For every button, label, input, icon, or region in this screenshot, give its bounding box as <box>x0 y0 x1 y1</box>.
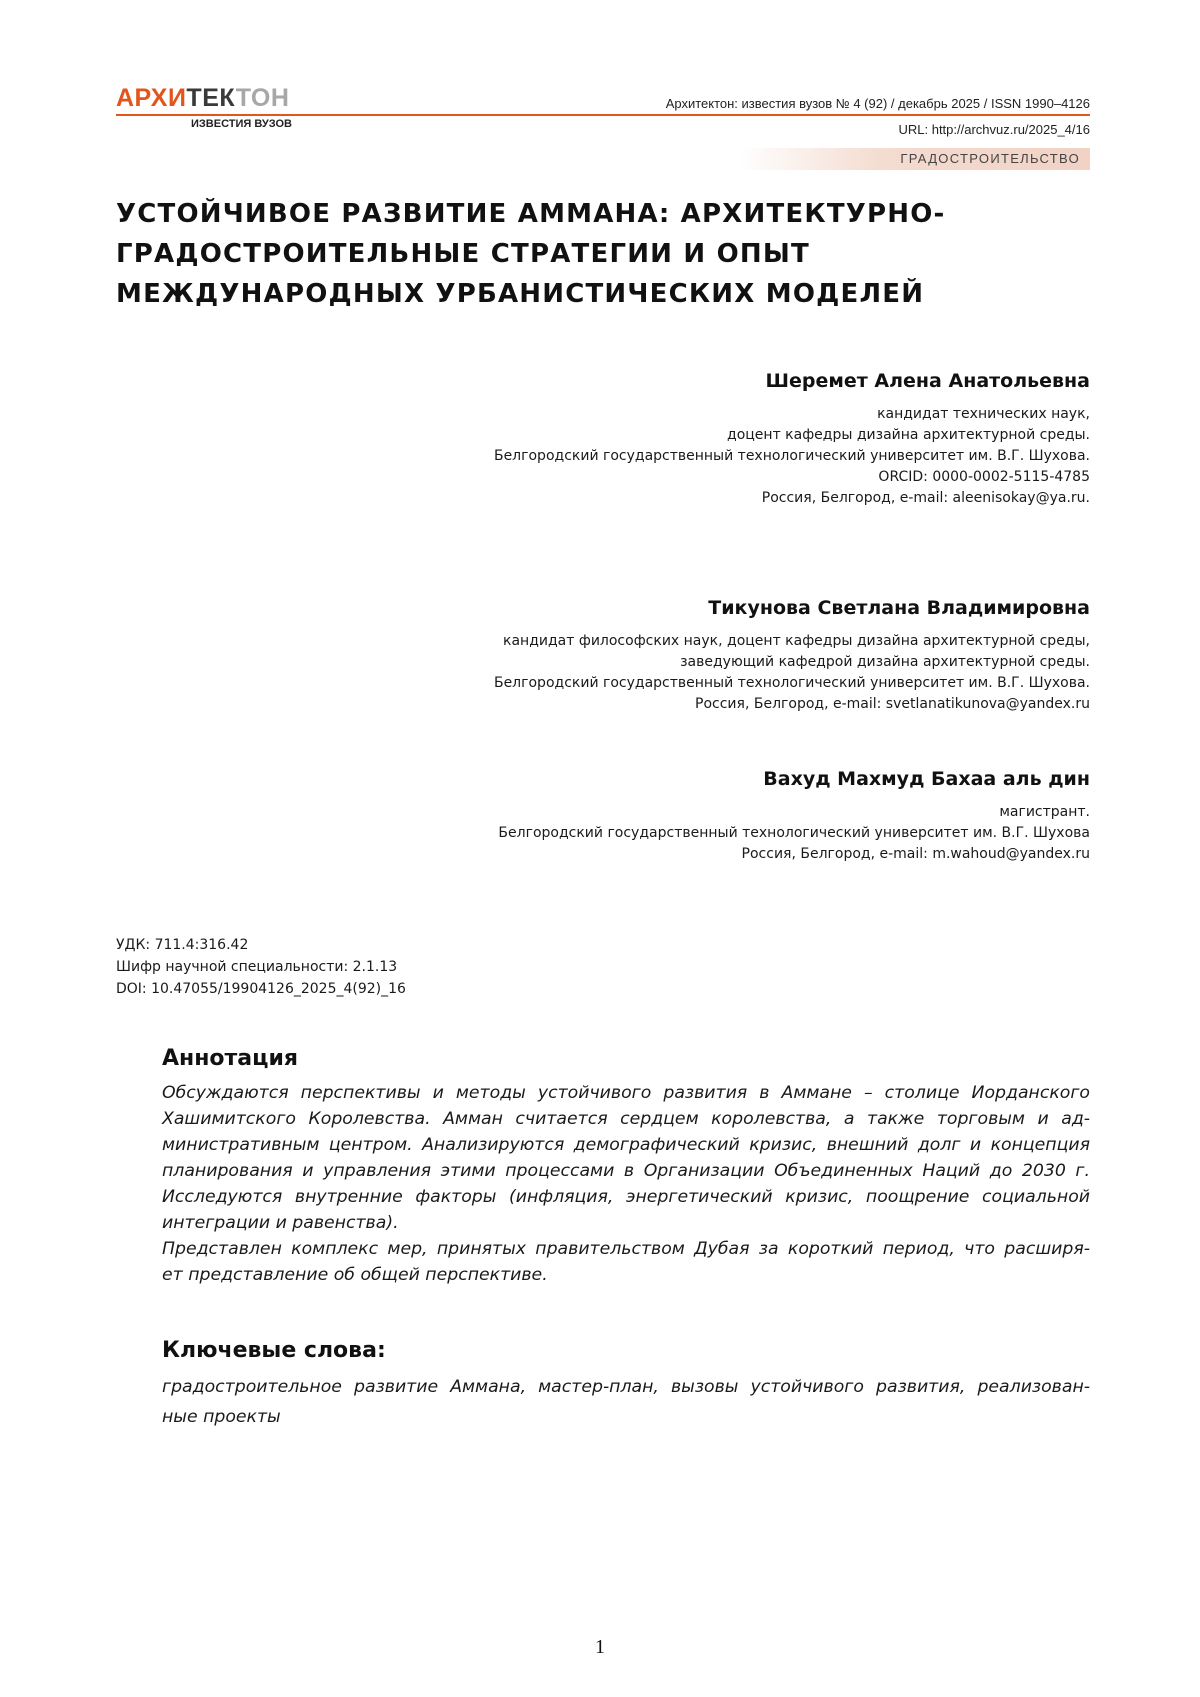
udc-code: УДК: 711.4:316.42 <box>116 937 249 953</box>
logo-subtitle: ИЗВЕСТИЯ ВУЗОВ <box>191 118 292 130</box>
doi: DOI: 10.47055/19904126_2025_4(92)_16 <box>116 981 406 997</box>
abstract-line: Исследуются внутренние факторы (инфляция, энергетический кризис, поощрение социальной <box>162 1187 1090 1207</box>
author-info-line: кандидат философских наук, доцент кафедры дизайна архитектурной среды, <box>503 633 1090 649</box>
logo-wordmark: АРХИТЕКТОН <box>116 84 290 112</box>
author-email-line: Россия, Белгород, e-mail: aleenisokay@ya.ru. <box>761 490 1090 506</box>
keywords-text <box>162 1372 1090 1432</box>
abstract-line: Обсуждаются перспективы и методы устойчивого развития в Аммане – столице Иорданского <box>162 1083 1090 1103</box>
author-info-line: магистрант. <box>999 804 1090 820</box>
author-info-line: доцент кафедры дизайна архитектурной среды. <box>727 427 1090 443</box>
article-metadata <box>116 934 406 1000</box>
author-block-1 <box>494 368 1090 509</box>
abstract-line: планирования и управления этими процессами в Организации Объединенных Наций до 2030 г. <box>162 1161 1090 1181</box>
page-number: 1 <box>595 1636 605 1658</box>
abstract-text <box>162 1080 1090 1288</box>
title-line: ГРАДОСТРОИТЕЛЬНЫЕ СТРАТЕГИИ И ОПЫТ <box>116 239 810 269</box>
author-block-3 <box>498 766 1090 865</box>
author-info-line: Белгородский государственный технологический университет им. В.Г. Шухова. <box>493 675 1090 691</box>
abstract-line: Хашимитского Королевства. Амман считается сердцем королевства, а также торговым и ад- <box>162 1109 1090 1129</box>
abstract-heading: Аннотация <box>162 1046 298 1071</box>
author-info-line: Белгородский государственный технологический университет им. В.Г. Шухова. <box>493 448 1090 464</box>
abstract-line: ет представление об общей перспективе. <box>162 1265 548 1285</box>
journal-logo <box>116 84 292 130</box>
abstract-line: министративным центром. Анализируются демографический кризис, внешний долг и концепция <box>162 1135 1090 1155</box>
keywords-line: ные проекты <box>162 1407 281 1427</box>
abstract-line: Представлен комплекс мер, принятых правительством Дубая за короткий период, что расширя- <box>162 1239 1090 1259</box>
author-name: Вахуд Махмуд Бахаа аль дин <box>763 768 1090 790</box>
specialty-code: Шифр научной специальности: 2.1.13 <box>116 959 398 975</box>
abstract-line: интеграции и равенства). <box>162 1213 399 1233</box>
journal-citation: Архитектон: известия вузов № 4 (92) / декабрь 2025 / ISSN 1990–4126 <box>665 96 1090 111</box>
author-info-line: кандидат технических наук, <box>877 406 1090 422</box>
author-info-line: Белгородский государственный технологический университет им. В.Г. Шухова <box>498 825 1090 841</box>
author-name: Тикунова Светлана Владимировна <box>708 597 1090 619</box>
header-divider <box>116 114 1090 116</box>
author-email-line: Россия, Белгород, e-mail: svetlanatikunova@yandex.ru <box>695 696 1090 712</box>
author-info-line: ORCID: 0000-0002-5115-4785 <box>878 469 1090 485</box>
author-name: Шеремет Алена Анатольевна <box>765 370 1090 392</box>
keywords-heading: Ключевые слова: <box>162 1338 386 1363</box>
title-line: УСТОЙЧИВОЕ РАЗВИТИЕ АММАНА: АРХИТЕКТУРНО- <box>116 199 946 229</box>
title-line: МЕЖДУНАРОДНЫХ УРБАНИСТИЧЕСКИХ МОДЕЛЕЙ <box>116 279 925 309</box>
article-url[interactable]: URL: http://archvuz.ru/2025_4/16 <box>898 122 1090 137</box>
author-email-line: Россия, Белгород, e-mail: m.wahoud@yandex.ru <box>741 846 1090 862</box>
keywords-line: градостроительное развитие Аммана, мастер-план, вызовы устойчивого развития, реализован- <box>162 1377 1090 1397</box>
author-block-2 <box>494 595 1090 715</box>
author-info-line: заведующий кафедрой дизайна архитектурной среды. <box>680 654 1090 670</box>
section-tag: ГРАДОСТРОИТЕЛЬСТВО <box>740 148 1090 170</box>
article-title <box>116 194 1056 314</box>
